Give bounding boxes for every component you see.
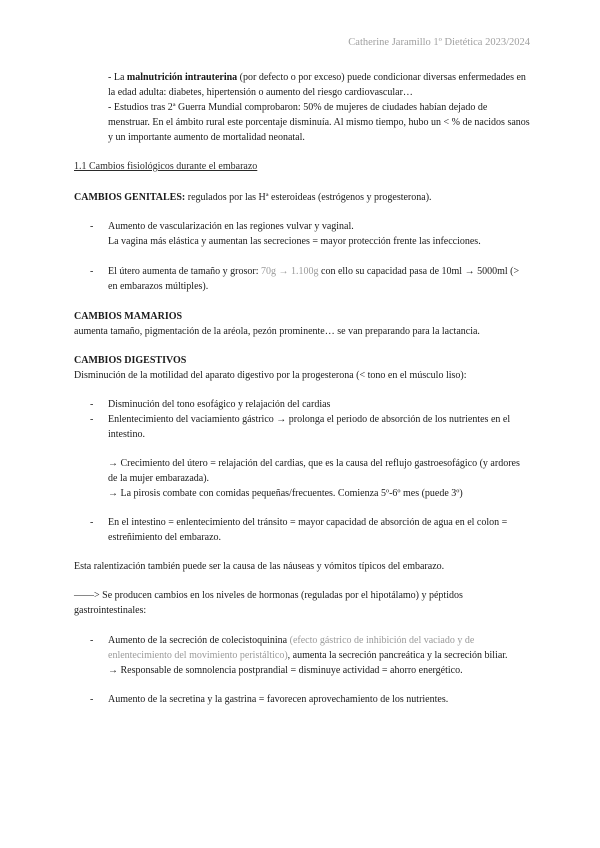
digestivos-notes [74, 456, 530, 501]
page-header: Catherine Jaramillo 1º Dietética 2023/2024 [348, 37, 530, 48]
hormonas-text: ——> Se producen cambios en los niveles de hormonas (reguladas por el hipotálamo) y péptidos gastrointestinales: [74, 590, 463, 616]
genitales-heading: CAMBIOS GENITALES: regulados por las Hª esteroideas (estrógenos y progesterona). [74, 192, 432, 203]
list-item: - Aumento de la secreción de colecistoquinina (efecto gástrico de inhibición del vaciado y de enlentecimiento del movimiento peristáltico), aumenta la secreción pancreática y la secreción biliar. → Responsable de somnolencia postprandial = disminuye actividad = ahorro energético. [74, 633, 530, 678]
digestivos-heading: CAMBIOS DIGESTIVOS [74, 355, 187, 366]
intro-wwii-paragraph: - Estudios tras 2ª Guerra Mundial comprobaron: 50% de mujeres de ciudades habían dejado de menstruar. En el ámbito rural este porcentaje disminuía. Al mismo tiempo, hubo un < % de nacidos sanos y un importante aumento de mortalidad neonatal. [108, 102, 530, 143]
section-title: 1.1 Cambios fisiológicos durante el embarazo [74, 161, 258, 172]
hormonas-list [74, 633, 530, 707]
mamarios-text: aumenta tamaño, pigmentación de la aréola, pezón prominente… se van preparando para la lactancia. [74, 326, 480, 337]
list-item: - Disminución del tono esofágico y relajación del cardias [74, 397, 530, 412]
note-reflux: → Crecimiento del útero = relajación del cardias, que es la causa del reflujo gastroesofágico (y ardores de la mujer embarazada). [108, 458, 520, 484]
mamarios-heading: CAMBIOS MAMARIOS [74, 311, 183, 322]
intro-notes [108, 70, 530, 145]
list-item: - El útero aumenta de tamaño y grosor: 70g → 1.100g con ello su capacidad pasa de 10ml → 5000ml (> en embarazos múltiples). [74, 264, 530, 294]
list-item: - Aumento de la secretina y la gastrina = favorecen aprovechamiento de los nutrientes. [74, 692, 530, 707]
note-pirosis: → La pirosis combate con comidas pequeñas/frecuentes. Comienza 5º-6º mes (puede 3º) [108, 488, 463, 499]
digestivos-intro: Disminución de la motilidad del aparato digestivo por la progesterona (< tono en el músculo liso): [74, 370, 467, 381]
ralentizacion-text: Esta ralentización también puede ser la causa de las náuseas y vómitos típicos del embarazo. [74, 561, 445, 572]
note-somnolencia: → Responsable de somnolencia postprandial = disminuye actividad = ahorro energético. [108, 665, 463, 676]
digestivos-list [74, 397, 530, 442]
list-item: - En el intestino = enlentecimiento del tránsito = mayor capacidad de absorción de agua en el colon = estreñimiento del embarazo. [74, 515, 530, 545]
intro-malnutrition-paragraph: - La malnutrición intrauterina (por defecto o por exceso) puede condicionar diversas enfermedades en la edad adulta: diabetes, hipertensión o aumento del riesgo cardiovascular… [108, 72, 526, 98]
document-body [74, 70, 530, 707]
list-item: - Enlentecimiento del vaciamiento gástrico → prolonga el periodo de absorción de los nutrientes en el intestino. [74, 412, 530, 442]
genitales-list [74, 219, 530, 294]
digestivos-list-2 [74, 515, 530, 545]
malnutrition-term: malnutrición intrauterina [126, 72, 238, 83]
list-item: - Aumento de vascularización en las regiones vulvar y vaginal. La vagina más elástica y aumentan las secreciones = mayor protección frente las infecciones. [74, 219, 530, 249]
